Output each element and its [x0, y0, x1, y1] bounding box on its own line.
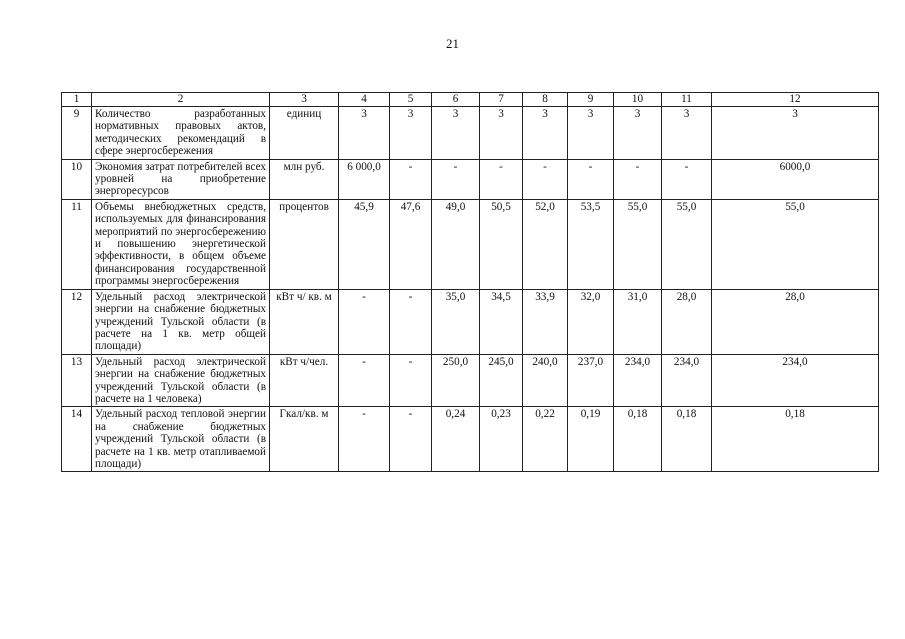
value-cell: 245,0 [480, 354, 523, 407]
value-cell: 28,0 [662, 289, 712, 354]
row-number-cell: 12 [62, 289, 92, 354]
unit-cell: процентов [270, 199, 339, 289]
value-cell: - [662, 159, 712, 199]
unit-cell: кВт ч/ кв. м [270, 289, 339, 354]
value-cell: 234,0 [662, 354, 712, 407]
table-row [62, 289, 879, 354]
indicator-name-cell: Количество разработанных нормативных правовых актов, методических рекомендаций в сфере энергосбережения [92, 107, 270, 160]
value-cell: - [390, 354, 432, 407]
value-cell: 32,0 [568, 289, 614, 354]
value-cell: 47,6 [390, 199, 432, 289]
table-row [62, 159, 879, 199]
value-cell: - [432, 159, 480, 199]
column-header: 9 [568, 93, 614, 107]
value-cell: 0,24 [432, 407, 480, 472]
indicator-name-cell: Экономия затрат потребителей всех уровней на приобретение энергоресурсов [92, 159, 270, 199]
column-header: 8 [523, 93, 568, 107]
indicator-name-cell: Объемы внебюджетных средств, используемых для финансирования мероприятий по энергосбережению и повышению энергетической эффективности, в общем объеме финансирования государственной программы энергосбережения [92, 199, 270, 289]
value-cell: - [390, 407, 432, 472]
indicator-name-cell: Удельный расход электрической энергии на снабжение бюджетных учреждений Тульской области (в расчете на 1 кв. метр общей площади) [92, 289, 270, 354]
value-cell: 0,18 [614, 407, 662, 472]
value-cell: 3 [662, 107, 712, 160]
value-cell: 3 [523, 107, 568, 160]
value-cell: 52,0 [523, 199, 568, 289]
value-cell: - [390, 289, 432, 354]
column-header: 10 [614, 93, 662, 107]
value-cell: 0,19 [568, 407, 614, 472]
table-body [62, 93, 879, 472]
column-header: 5 [390, 93, 432, 107]
unit-cell: кВт ч/чел. [270, 354, 339, 407]
value-cell: 0,18 [712, 407, 879, 472]
value-cell: 234,0 [614, 354, 662, 407]
value-cell: 0,18 [662, 407, 712, 472]
value-cell: 53,5 [568, 199, 614, 289]
value-cell: 34,5 [480, 289, 523, 354]
value-cell: 6 000,0 [339, 159, 390, 199]
value-cell: 45,9 [339, 199, 390, 289]
column-header: 7 [480, 93, 523, 107]
value-cell: - [614, 159, 662, 199]
value-cell: 55,0 [662, 199, 712, 289]
value-cell: 49,0 [432, 199, 480, 289]
column-number-row [62, 93, 879, 107]
value-cell: 3 [432, 107, 480, 160]
row-number-cell: 9 [62, 107, 92, 160]
unit-cell: единиц [270, 107, 339, 160]
value-cell: 250,0 [432, 354, 480, 407]
table-row [62, 199, 879, 289]
value-cell: 6000,0 [712, 159, 879, 199]
value-cell: 3 [339, 107, 390, 160]
page-number: 21 [446, 36, 459, 51]
value-cell: 3 [712, 107, 879, 160]
value-cell: 55,0 [614, 199, 662, 289]
column-header: 6 [432, 93, 480, 107]
row-number-cell: 11 [62, 199, 92, 289]
value-cell: 0,22 [523, 407, 568, 472]
value-cell: 237,0 [568, 354, 614, 407]
value-cell: - [523, 159, 568, 199]
unit-cell: млн руб. [270, 159, 339, 199]
value-cell: 50,5 [480, 199, 523, 289]
value-cell: - [390, 159, 432, 199]
value-cell: - [339, 289, 390, 354]
value-cell: 3 [480, 107, 523, 160]
value-cell: - [339, 354, 390, 407]
column-header: 11 [662, 93, 712, 107]
row-number-cell: 10 [62, 159, 92, 199]
indicator-name-cell: Удельный расход тепловой энергии на снабжение бюджетных учреждений Тульской области (в расчете на 1 кв. метр отапливаемой площади) [92, 407, 270, 472]
table-row [62, 107, 879, 160]
value-cell: - [480, 159, 523, 199]
value-cell: 31,0 [614, 289, 662, 354]
value-cell: 3 [614, 107, 662, 160]
column-header: 12 [712, 93, 879, 107]
table-row [62, 407, 879, 472]
unit-cell: Гкал/кв. м [270, 407, 339, 472]
column-header: 2 [92, 93, 270, 107]
column-header: 4 [339, 93, 390, 107]
column-header: 3 [270, 93, 339, 107]
value-cell: 3 [568, 107, 614, 160]
indicator-name-cell: Удельный расход электрической энергии на снабжение бюджетных учреждений Тульской области (в расчете на 1 человека) [92, 354, 270, 407]
table-row [62, 354, 879, 407]
column-header: 1 [62, 93, 92, 107]
value-cell: - [339, 407, 390, 472]
value-cell: 33,9 [523, 289, 568, 354]
value-cell: 234,0 [712, 354, 879, 407]
value-cell: 240,0 [523, 354, 568, 407]
row-number-cell: 14 [62, 407, 92, 472]
row-number-cell: 13 [62, 354, 92, 407]
value-cell: 55,0 [712, 199, 879, 289]
value-cell: 0,23 [480, 407, 523, 472]
value-cell: 35,0 [432, 289, 480, 354]
indicators-table [61, 92, 879, 472]
value-cell: 3 [390, 107, 432, 160]
value-cell: 28,0 [712, 289, 879, 354]
value-cell: - [568, 159, 614, 199]
